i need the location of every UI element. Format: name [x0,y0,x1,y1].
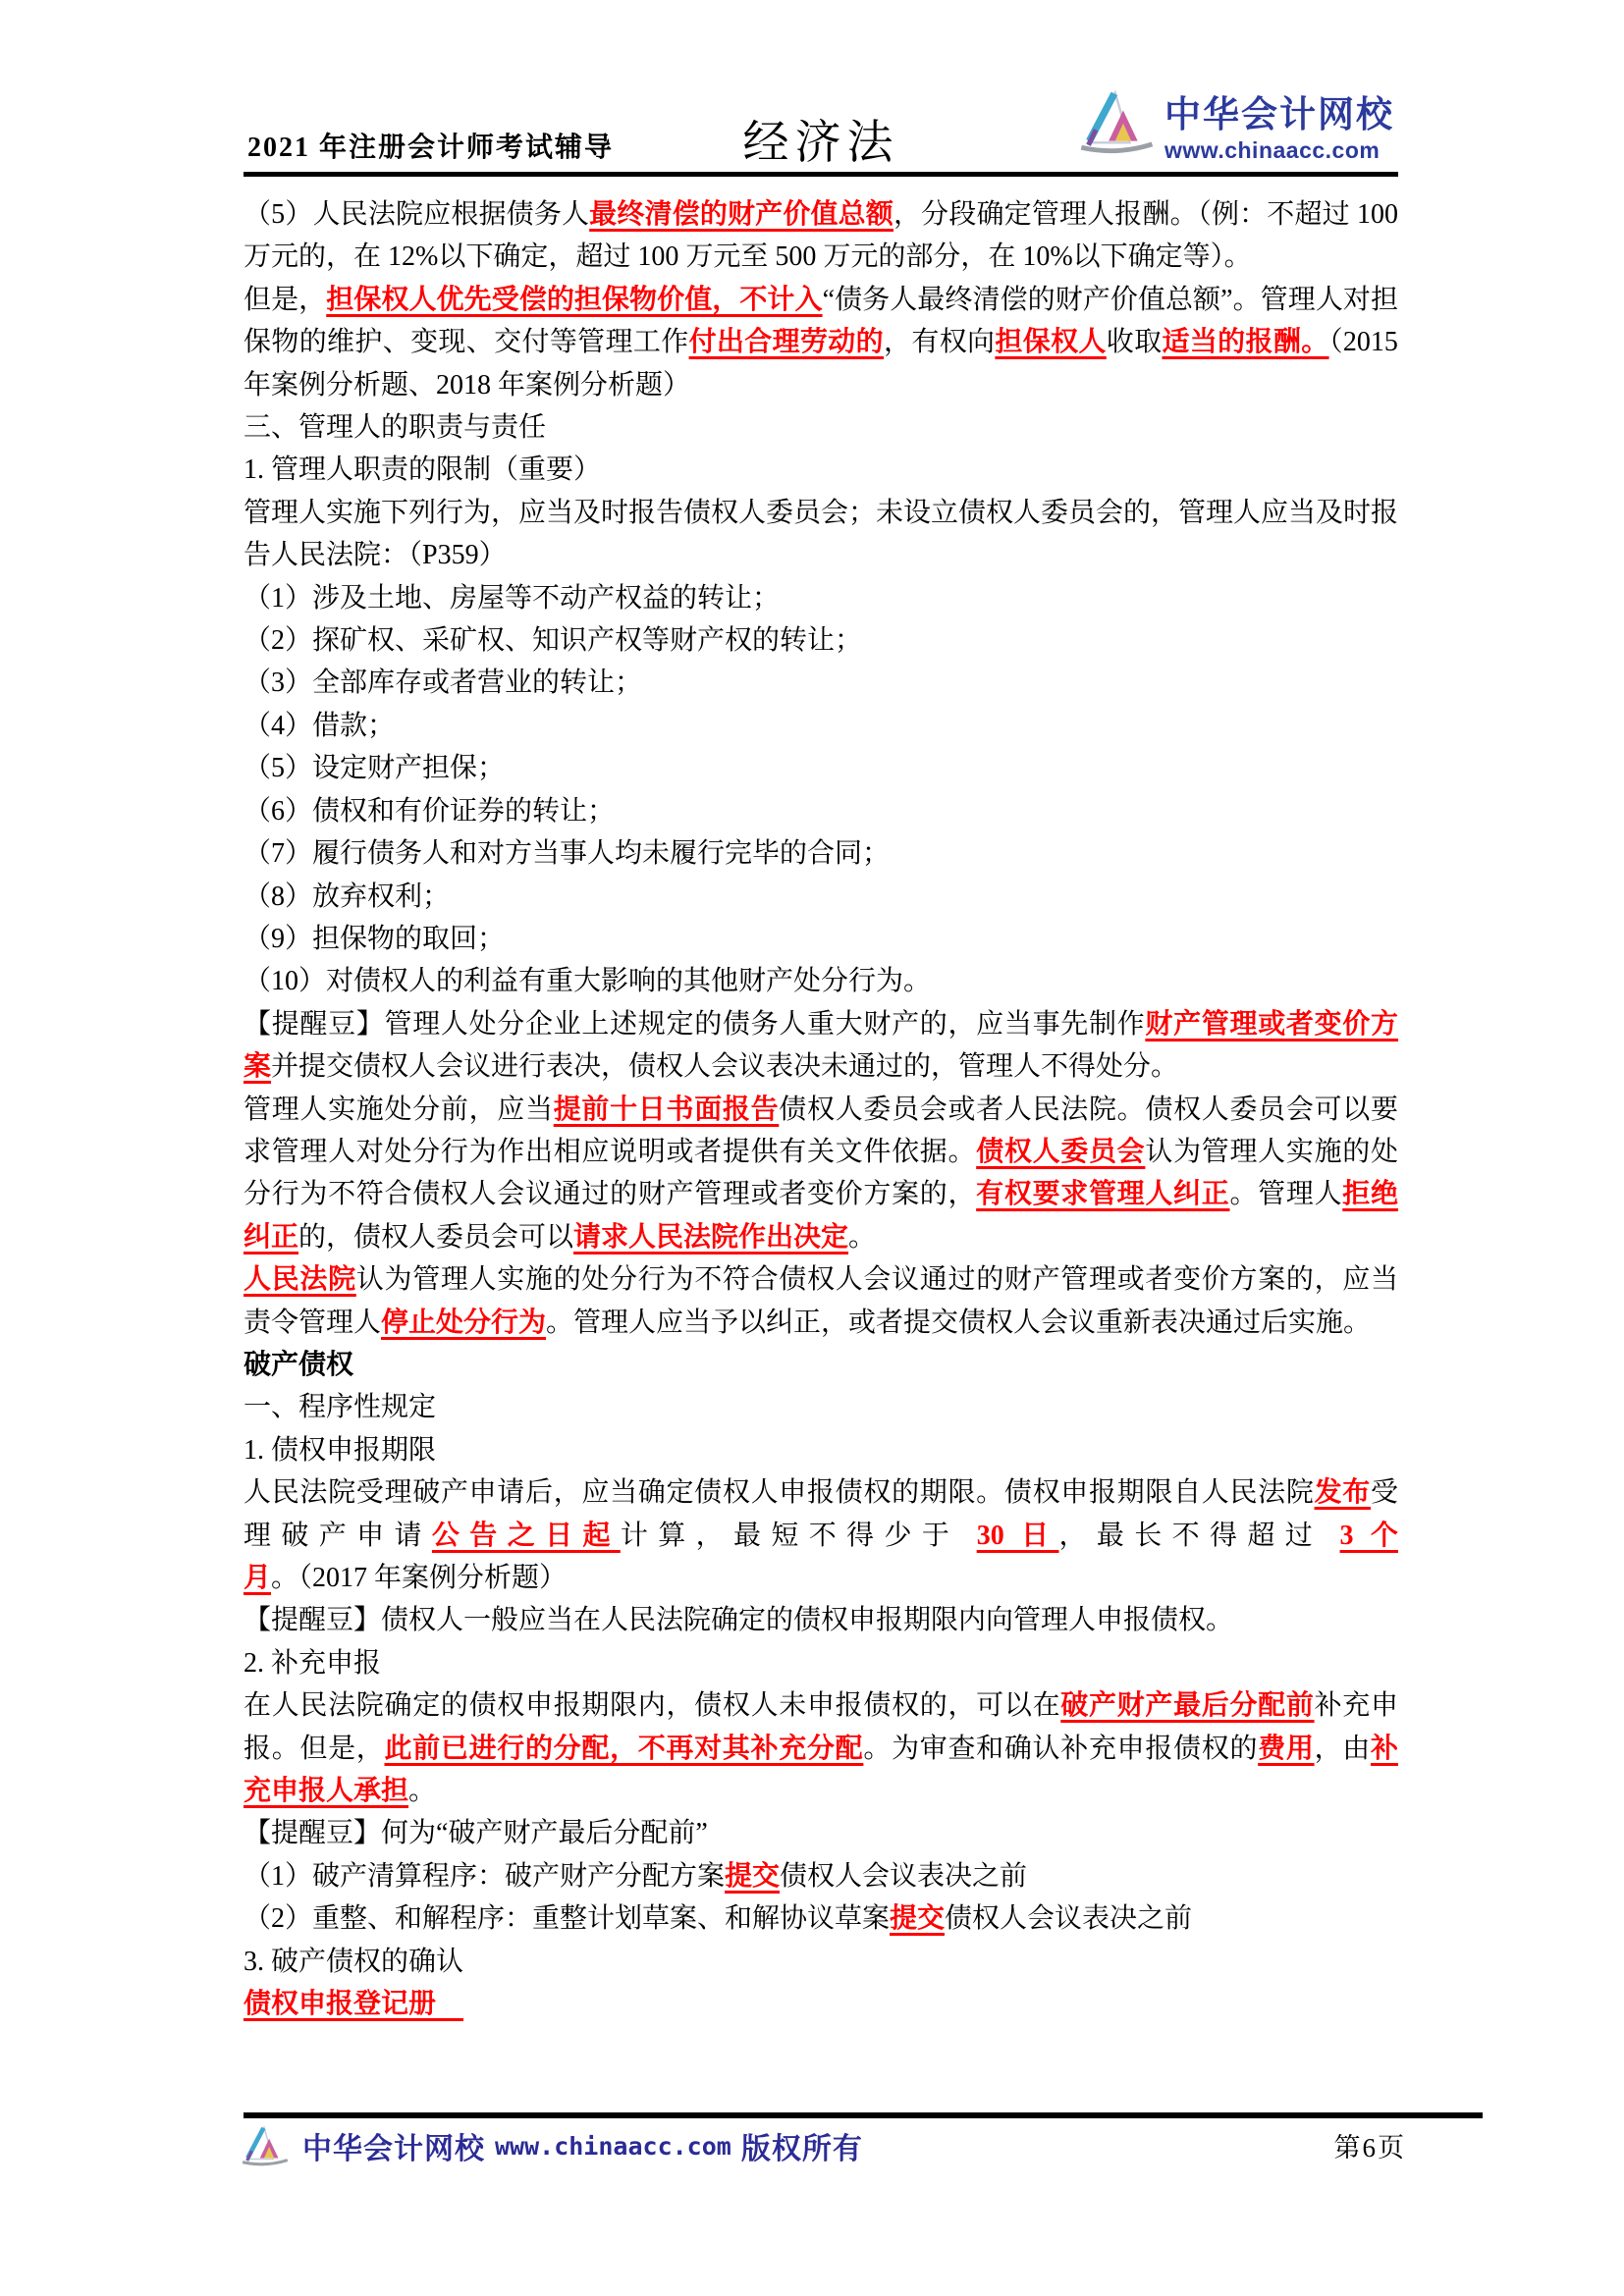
text-run: ，分段确定管理人报酬。（例：不超过 100 万元的，在 12%以下确定，超过 100 万元至 500 万元的部分，在 10%以下确定等）。 [244,199,1398,273]
paragraph [244,406,1398,449]
text-run: ，有权向 [884,327,996,358]
text-run: 2. 补充申报 [244,1647,382,1679]
highlight-run: 付出合理劳动的 [688,327,884,358]
paragraph [244,1599,1398,1641]
highlight-run: 费用 [1258,1733,1315,1764]
highlight-run: 补充申报人承担 [244,1733,1398,1807]
chinaacc-logo-text [1164,75,1394,162]
text-run: 。管理人应当予以纠正，或者提交债权人会议重新表决通过后实施。 [546,1307,1372,1338]
footer-divider [244,2112,1483,2118]
footer-brand-name: 中华会计网校 [302,2133,485,2165]
footer-copyright [240,2120,863,2171]
paragraph [244,1003,1398,1089]
text-run: 【提醒豆】管理人处分企业上述规定的债务人重大财产的，应当事先制作 [244,1008,1146,1040]
text-run: （2015 年案例分析题、2018 年案例分析题） [244,327,1398,400]
paragraph [244,279,1398,406]
chinaacc-logo [1078,75,1394,169]
text-run: （1）破产清算程序：破产财产分配方案 [244,1860,726,1892]
text-run: （1）涉及土地、房屋等不动产权益的转让； [244,582,781,614]
text-run: 。（2017 年案例分析题） [271,1563,568,1593]
highlight-run: 有权要求管理人纠正 [976,1179,1230,1210]
text-run: 一、程序性规定 [244,1392,437,1423]
text-run: 1. 债权申报期限 [244,1434,437,1466]
highlight-run: 破产财产最后分配前 [1060,1690,1315,1722]
text-run: （10）对债权人的利益有重大影响的其他财产处分行为。 [244,966,932,997]
text-run: 认为管理人实施的处分行为不符合债权人会议通过的财产管理或者变价方案的， [244,1136,1398,1210]
paragraph [244,918,1398,960]
highlight-run: 债权人委员会 [976,1136,1146,1167]
paragraph [244,876,1398,918]
text-run: （4）借款； [244,710,396,741]
highlight-run: 3 个月 [244,1520,1398,1593]
text-run: 【提醒豆】债权人一般应当在人民法院确定的债权申报期限内向管理人申报债权。 [244,1605,1234,1636]
text-run: 。 [848,1221,877,1253]
text-run: 的，债权人委员会可以 [298,1221,574,1253]
text-run: ，最长不得超过 [1058,1520,1340,1551]
page-number: 第6页 [1333,2133,1406,2163]
text-run: 管理人实施下列行为，应当及时报告债权人委员会；未设立债权人委员会的，管理人应当及时报告人民法院：（P359） [244,497,1399,571]
text-run: （3）全部库存或者营业的转让； [244,667,643,699]
header-divider [244,172,1398,177]
paragraph [244,492,1398,577]
footer-copyright-suffix: 版权所有 [740,2133,863,2165]
text-run: （5）人民法院应根据债务人 [244,199,590,230]
text-run: 。管理人 [1229,1179,1343,1210]
chinaacc-logo-icon-small [240,2120,293,2171]
footer-brand-url: www.chinaacc.com [495,2131,731,2161]
text-run: （5）设定财产担保； [244,753,506,784]
paragraph [244,790,1398,832]
highlight-run: 拒绝纠正 [244,1179,1398,1253]
text-run: 认为管理人实施的处分行为不符合债权人会议通过的财产管理或者变价方案的，应当责令管理人 [244,1264,1398,1338]
header-course-title: 2021 年注册会计师考试辅导 [247,133,615,163]
text-run: 3. 破产债权的确认 [244,1946,464,1977]
paragraph [244,1897,1398,1940]
highlight-run: 提交 [725,1860,781,1892]
paragraph [244,1812,1398,1854]
highlight-run: 最终清偿的财产价值总额 [589,199,893,230]
text-run: 债权人会议表决之前 [780,1860,1028,1892]
highlight-run: 停止处分行为 [381,1307,547,1338]
document-body [244,193,1398,2025]
text-run: 收取 [1106,327,1163,358]
highlight-run: 债权申报登记册 [244,1989,464,2020]
paragraph [244,1983,1398,2025]
text-run: 管理人实施处分前，应当 [244,1094,554,1125]
paragraph [244,193,1398,279]
highlight-run: 30 日 [976,1520,1059,1551]
highlight-run: 发布 [1314,1477,1371,1509]
highlight-run: 财产管理或者变价方案 [244,1008,1398,1083]
text-run: （6）债权和有价证券的转让； [244,795,616,827]
text-run: （8）放弃权利； [244,881,451,912]
text-run: 。为审查和确认补充申报债权的 [863,1733,1259,1764]
logo-name: 中华会计网校 [1164,94,1394,134]
highlight-run: 此前已进行的分配，不再对其补充分配 [384,1733,864,1764]
highlight-run: 请求人民法院作出决定 [573,1221,849,1253]
text-run: 债权人委员会或者人民法院。债权人委员会可以要求管理人对处分行为作出相应说明或者提供有关文件依据。 [244,1094,1398,1167]
paragraph [244,1642,1398,1684]
text-run: “债务人最终清偿的财产价值总额”。管理人对担保物的维护、变现、交付等管理工作 [244,284,1398,358]
highlight-run: 提交 [890,1903,946,1935]
paragraph [244,832,1398,875]
text-run: 人民法院受理破产申请后，应当确定债权人申报债权的期限。债权申报期限自人民法院 [244,1477,1315,1509]
paragraph [244,449,1398,491]
paragraph [244,1386,1398,1428]
text-run: 并提交债权人会议进行表决，债权人会议表决未通过的，管理人不得处分。 [271,1051,1179,1083]
text-run: 三、管理人的职责与责任 [244,412,547,444]
text-run: 1. 管理人职责的限制（重要） [244,454,602,486]
paragraph [244,1471,1398,1599]
highlight-run: 公告之日起 [431,1520,621,1551]
paragraph [244,1258,1398,1344]
paragraph [244,1429,1398,1471]
text-run: （9）担保物的取回； [244,923,506,954]
logo-url: www.chinaacc.com [1164,137,1380,163]
paragraph [244,960,1398,1002]
paragraph [244,1855,1398,1897]
paragraph [244,662,1398,704]
highlight-run: 担保权人优先受偿的担保物价值，不计入 [326,284,823,315]
text-run: 补充申报。但是， [244,1690,1398,1764]
paragraph [244,1684,1398,1812]
text-run: 受理破产申请 [244,1477,1398,1551]
text-run: 计算，最短不得少于 [620,1520,977,1551]
highlight-run: 提前十日书面报告 [553,1094,780,1125]
text-run: （2）重整、和解程序：重整计划草案、和解协议草案 [244,1903,891,1935]
paragraph [244,577,1398,619]
paragraph [244,705,1398,747]
text-run: （2）探矿权、采矿权、知识产权等财产权的转让； [244,625,863,657]
text-run: 。 [408,1776,437,1807]
paragraph [244,1941,1398,1983]
text-run: 【提醒豆】何为“破产财产最后分配前” [244,1818,708,1849]
highlight-run: 适当的报酬。 [1162,327,1329,358]
section-heading [244,1344,1398,1386]
text-run: （7）履行债务人和对方当事人均未履行完毕的合同； [244,838,891,870]
text-run: 债权人会议表决之前 [945,1903,1193,1935]
highlight-run: 人民法院 [244,1264,356,1296]
page-title: 经济法 [742,118,899,169]
text-run: 在人民法院确定的债权申报期限内，债权人未申报债权的，可以在 [244,1690,1061,1722]
highlight-run: 担保权人 [995,327,1107,358]
paragraph [244,1089,1398,1259]
paragraph [244,747,1398,789]
text-run: ，由 [1314,1733,1371,1764]
chinaacc-logo-icon [1078,75,1159,169]
text-run: 但是， [244,284,327,315]
text-run: 破产债权 [244,1349,354,1380]
paragraph [244,619,1398,662]
